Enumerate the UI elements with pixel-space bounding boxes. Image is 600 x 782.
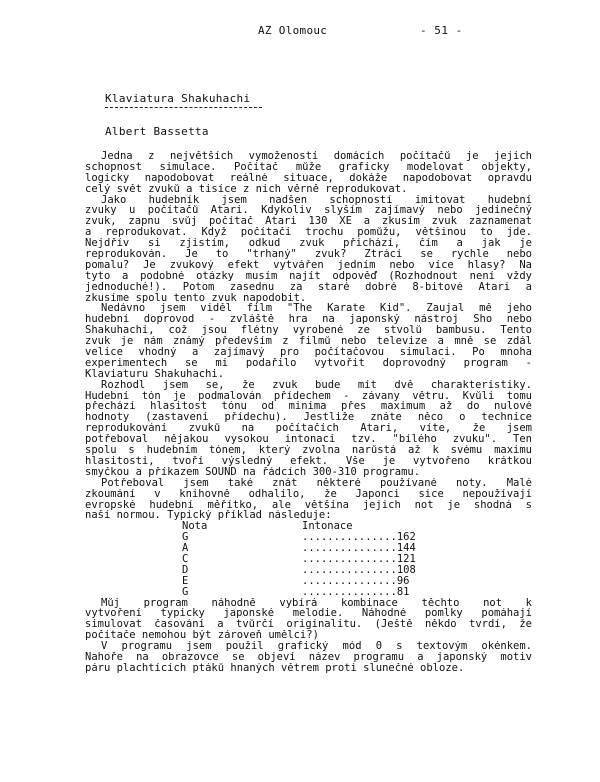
table-cell-note: G — [182, 585, 189, 598]
title-underline — [105, 107, 262, 108]
table-cell-value: ...............162 — [302, 531, 416, 544]
text-line: hudební doprovod - zvláště hra na japonský nástroj Sho nebo — [85, 314, 532, 326]
text-line: Hudební tón je podmalován přídechem - závany větru. Kvůli tomu — [85, 390, 532, 402]
text-line: zvuk je nám známý především z filmů nebo televize a mně se zdál — [85, 336, 532, 348]
paragraph — [85, 478, 532, 522]
notes-table-header-value: Intonace — [302, 520, 353, 533]
paragraph — [85, 195, 532, 304]
text-line: schopnost simulace. Počítač může graficky modelovat objekty, — [85, 161, 532, 173]
text-line: V programu jsem použil grafický mód 0 s textovým okénkem. — [101, 641, 532, 652]
table-cell-value: ...............144 — [302, 542, 416, 555]
text-line: Můj program náhodně vybírá kombinace těchto not k — [101, 597, 532, 609]
text-line: počítače nemohou být zároveň umělci?) — [85, 630, 319, 642]
paragraph — [85, 151, 532, 195]
text-line: hlasitosti, tvoří výsledný efekt. Vše je vytvořeno krátkou — [85, 455, 532, 467]
text-line: přechází hlasitost tónu od minima přes maximum až do nulové — [85, 401, 532, 413]
text-line: Nedávno jsem viděl film "The Karate Kid". Zaujal mě jeho — [101, 303, 532, 315]
table-cell-note: D — [182, 563, 189, 576]
paragraphs-after-table — [85, 598, 532, 674]
text-line: Jako hudebník jsem nadšen schopností imitovat hudební — [101, 194, 532, 206]
table-cell-value: ...............121 — [302, 552, 416, 565]
notes-table-header-note: Nota — [182, 520, 208, 533]
article-author: Albert Bassetta — [105, 125, 209, 138]
text-line: páru plachtících ptáků hnaných větrem proti slunečné obloze. — [85, 662, 465, 674]
table-row — [182, 587, 532, 598]
paragraph — [85, 380, 532, 478]
table-cell-note: A — [182, 542, 189, 555]
text-line: naší normou. Typický příklad následuje: — [85, 510, 332, 522]
table-cell-value: ...............96 — [302, 574, 410, 587]
text-line: Nejdřív si zjistím, odkud zvuk přichází, čím a jak je — [85, 238, 532, 250]
paragraphs-before-table — [85, 151, 532, 521]
notes-table — [182, 521, 532, 597]
running-header-title: AZ Olomouc — [258, 24, 328, 37]
text-line: hodnoty (zastavení přídechu). Jestliže znáte něco o technice — [85, 412, 532, 424]
table-cell-note: E — [182, 574, 189, 587]
text-line: zkusíme spolu tento zvuk napodobit. — [85, 292, 307, 304]
text-line: zvuky u počítačů Atari. Kdykoliv slyším zajímavý nebo jedinečný — [85, 205, 532, 217]
text-line: Potřeboval jsem také znát některé používané noty. Malé — [101, 477, 532, 489]
text-line: simulovat časování a tvůrčí originalitu. (Ještě někdo tvrdí, že — [85, 619, 532, 631]
table-cell-value: ...............108 — [302, 563, 416, 576]
text-line: vytvoření typicky japonské melodie. Náhodné pomlky pomáhají — [85, 608, 532, 620]
text-line: zvuk, zapnu svůj počítač Atari 130 XE a zkusím zvuk zaznamenat — [85, 216, 532, 228]
text-line: spolu s hudebním tónem, který zvolna narůstá až k svému maximu — [85, 445, 532, 456]
text-line: reprodukován. Je to "trhaný" zvuk? Ztrácí se rychle nebo — [85, 249, 532, 260]
text-line: experimentech se mi podařilo vytvořit doprovodný program - — [85, 357, 532, 369]
text-line: zkoumání v knihovně odhalilo, že Japonci sice nepoužívají — [85, 488, 532, 500]
text-line: Jedna z největších vymožeností domácích počítačů je jejich — [101, 151, 532, 162]
article-body — [85, 151, 532, 674]
text-line: tyto a podobné otázky musím najít odpověď (Rozhodnout není vždy — [85, 270, 532, 282]
page-number: - 51 - — [420, 24, 463, 37]
text-line: pomalu? Je zvukový efekt vytvářen jedním nebo více hlasy? Na — [85, 259, 532, 271]
text-line: jednoduché!). Potom zasednu za staré dobré 8-bitové Atari a — [85, 281, 532, 293]
text-line: Shakuhachi, což jsou flétny vyrobené ze stvolů bambusu. Tento — [85, 325, 532, 337]
paragraph — [85, 598, 532, 642]
text-line: potřeboval nějakou vysokou intonaci tzv. "bílého zvuku". Ten — [85, 434, 532, 446]
text-line: celý svět zvuků a tisíce z nich věrně reprodukovat. — [85, 183, 408, 195]
article-title: Klaviatura Shakuhachi — [105, 92, 251, 105]
text-line: logicky napodobovat reálné situace, dokáže napodobovat opravdu — [85, 172, 532, 184]
text-line: Klaviaturu Shakuhachi. — [85, 368, 225, 380]
paragraph — [85, 303, 532, 379]
text-line: Rozhodl jsem se, že zvuk bude mít dvě charakteristiky. — [101, 379, 532, 391]
table-cell-note: G — [182, 531, 189, 544]
text-line: smyčkou a příkazem SOUND na řádcích 300-310 programu. — [85, 466, 421, 478]
table-cell-value: ...............81 — [302, 585, 410, 598]
text-line: a reprodukovat. Když počítači trochu pomůžu, většinou to jde. — [85, 227, 532, 239]
paragraph — [85, 641, 532, 674]
text-line: velice vhodný a zajímavý pro počítačovou simulaci. Po mnoha — [85, 347, 532, 358]
text-line: Nahoře na obrazovce se objeví název programu a japonský motiv — [85, 651, 532, 663]
table-cell-note: C — [182, 552, 189, 565]
text-line: evropské hudební měřítko, ale většina jejich not je shodná s — [85, 499, 532, 511]
text-line: reprodukování zvuků na počítačích Atari, víte, že jsem — [85, 423, 532, 435]
